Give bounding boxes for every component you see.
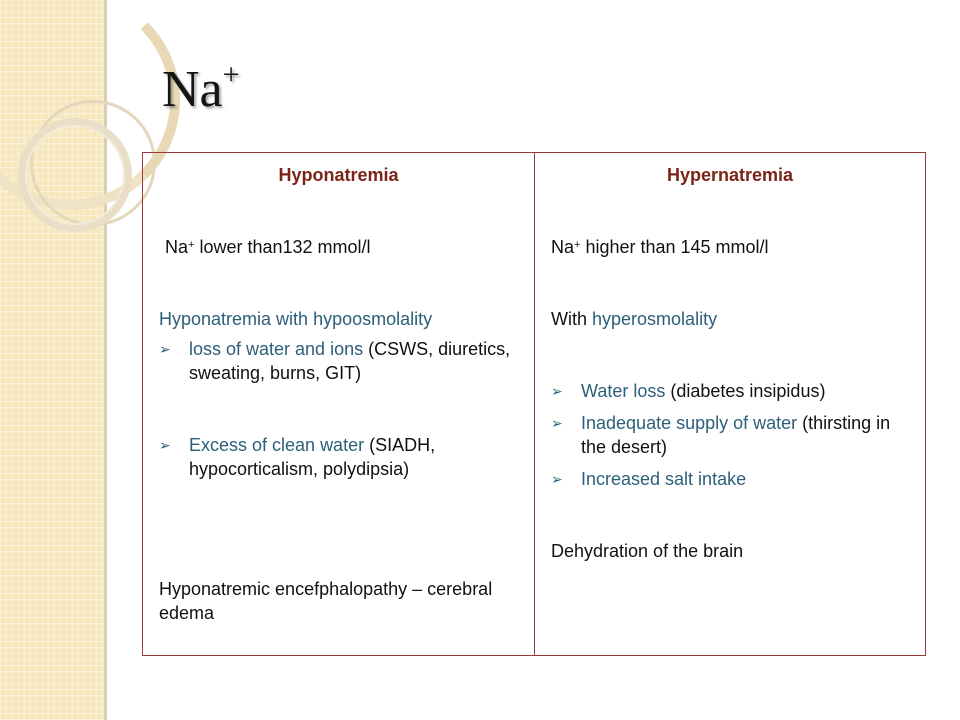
result-text: Hyponatremic encefphalopathy – cerebral edema	[159, 579, 493, 623]
list-item	[551, 411, 909, 459]
column-heading: Hyponatremia	[278, 165, 399, 185]
subtype-label	[551, 307, 909, 331]
result-text: Dehydration of the brain	[551, 541, 744, 561]
column-hypernatremia	[534, 153, 925, 655]
list-item	[159, 433, 518, 481]
definition-superscript: +	[188, 239, 195, 251]
column-heading: Hypernatremia	[666, 165, 794, 185]
decorative-ring	[18, 118, 132, 232]
bullet-colored-text: loss of water and ions	[189, 339, 364, 359]
bullet-colored-text: Water loss	[581, 381, 666, 401]
bullet-detail-text: (CSWS, diuretics, sweating, burns, GIT)	[189, 339, 511, 383]
list-item	[159, 337, 518, 385]
definition-line	[551, 235, 909, 259]
title-main: Na	[162, 61, 223, 118]
bullet-detail-text: (thirsting in the desert)	[581, 413, 891, 457]
subtype-prefix: With	[551, 309, 593, 329]
bullet-colored-text: Increased salt intake	[581, 469, 747, 489]
definition-line	[159, 235, 518, 259]
column-hyponatremia	[143, 153, 534, 655]
list-item	[551, 467, 909, 491]
comparison-table	[142, 152, 926, 656]
bullet-colored-text: Inadequate supply of water	[581, 413, 798, 433]
slide-title	[162, 58, 240, 118]
definition-na: Na	[165, 237, 189, 257]
subtype-label	[159, 307, 518, 331]
definition-na: Na	[551, 237, 575, 257]
definition-superscript: +	[574, 239, 581, 251]
bullet-colored-text: Excess of clean water	[189, 435, 365, 455]
title-superscript: +	[222, 58, 240, 91]
definition-text: lower than132 mmol/l	[194, 237, 371, 257]
subtype-text: Hyponatremia with hypoosmolality	[159, 309, 433, 329]
bullet-detail-text: (SIADH, hypocorticalism, polydipsia)	[189, 435, 436, 479]
definition-text: higher than 145 mmol/l	[580, 237, 769, 257]
bullet-detail-text: (diabetes insipidus)	[665, 381, 826, 401]
list-item	[551, 379, 909, 403]
subtype-colored-text: hyperosmolality	[592, 309, 718, 329]
